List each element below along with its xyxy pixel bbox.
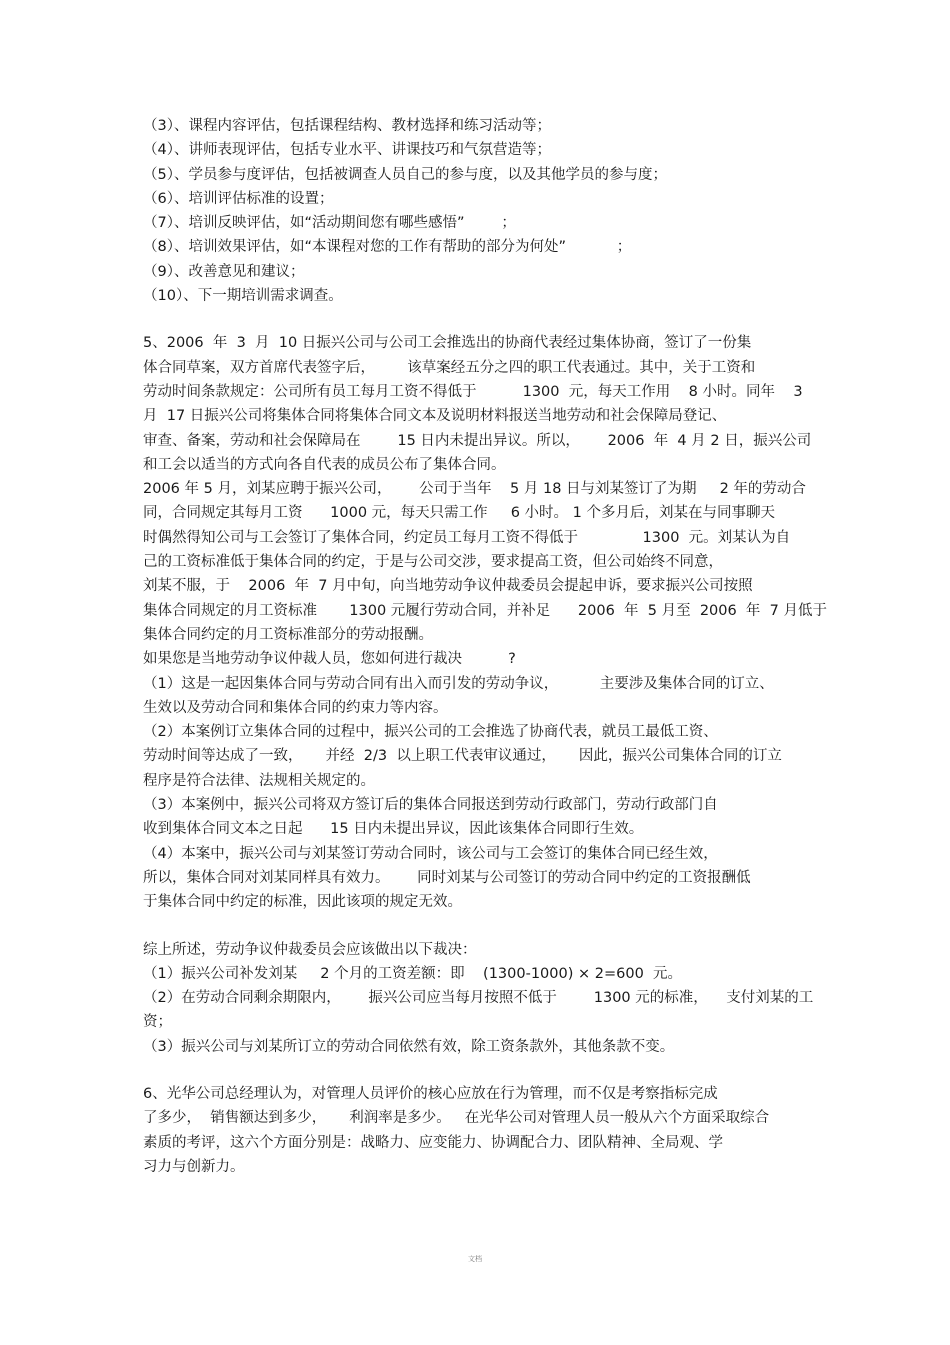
list-item: （9）、改善意见和建议； [143,263,305,280]
text-line: （1）振兴公司补发刘某 2 个月的工资差额：即 (1300-1000) × 2=600 元。 [143,965,683,982]
text-line: 程序是符合法律、法规相关规定的。 [143,772,375,789]
text-line: 于集体合同中约定的标准，因此该项的规定无效。 [143,894,462,911]
text-line: （3）本案例中，振兴公司将双方签订后的集体合同报送到劳动行政部门，劳动行政部门自 [143,797,718,814]
text-line: 和工会以适当的方式向各自代表的成员公布了集体合同。 [143,456,506,473]
text-line: 素质的考评，这六个方面分别是：战略力、应变能力、协调配合力、团队精神、全局观、学 [143,1134,723,1151]
conclusion-section [143,938,823,1059]
text-line: （4）本案中，振兴公司与刘某签订劳动合同时，该公司与工会签订的集体合同已经生效， [143,845,718,862]
text-line: 月 17 日振兴公司将集体合同将集体合同文本及说明材料报送当地劳动和社会保障局登记、 [143,408,727,425]
list-item: （7）、培训反映评估，如“活动期间您有哪些感悟” ； [143,215,516,232]
text-line: （3）振兴公司与刘某所订立的劳动合同依然有效，除工资条款外，其他条款不变。 [143,1038,675,1055]
case-5-section [143,331,827,914]
text-line: 生效以及劳动合同和集体合同的约束力等内容。 [143,699,448,716]
text-line: 了多少， 销售额达到多少， 利润率是多少。 在光华公司对管理人员一般从六个方面采取综合 [143,1110,770,1127]
text-line: 时偶然得知公司与工会签订了集体合同，约定员工每月工资不得低于 1300 元。刘某认为自 [143,529,791,546]
page-footer: 文档 [468,1255,482,1263]
list-item: （4）、讲师表现评估，包括专业水平、讲课技巧和气氛营造等； [143,142,551,159]
paragraph-gap [143,308,823,331]
text-line: （1）这是一起因集体合同与劳动合同有出入而引发的劳动争议， 主要涉及集体合同的订立、 [143,675,774,692]
document-body [143,114,827,1179]
text-line: 刘某不服，于 2006 年 7 月中旬，向当地劳动争议仲裁委员会提起申诉，要求振兴公司按照 [143,578,753,595]
text-line: 资； [143,1014,172,1031]
text-line: 2006 年 5 月，刘某应聘于振兴公司， 公司于当年 5 月 18 日与刘某签订了为期 2 年的劳动合 [143,481,806,498]
text-line: 劳动时间等达成了一致， 并经 2/3 以上职工代表审议通过， 因此，振兴公司集体合同的订立 [143,748,782,765]
list-item: （6）、培训评估标准的设置； [143,190,334,207]
text-line: 集体合同规定的月工资标准 1300 元履行劳动合同，并补足 2006 年 5 月至 2006 年 7 月低于 [143,602,827,619]
text-line: 集体合同约定的月工资标准部分的劳动报酬。 [143,626,433,643]
paragraph-gap [143,915,823,938]
list-item: （10）、下一期培训需求调查。 [143,288,343,305]
paragraph-gap [143,1059,823,1082]
text-line: 体合同草案，双方首席代表签字后， 该草案经五分之四的职工代表通过。其中，关于工资和 [143,359,756,376]
case-6-section [143,1082,823,1179]
text-line: 习力与创新力。 [143,1158,245,1175]
evaluation-list [143,114,823,308]
text-line: 5、2006 年 3 月 10 日振兴公司与公司工会推选出的协商代表经过集体协商，签订了一份集 [143,335,752,352]
text-line: 同，合同规定其每月工资 1000 元，每天只需工作 6 小时。 1 个多月后，刘某在与同事聊天 [143,505,775,522]
text-line: （2）在劳动合同剩余期限内， 振兴公司应当每月按照不低于 1300 元的标准， 支付刘某的工 [143,990,814,1007]
text-line: 审查、备案，劳动和社会保障局在 15 日内未提出异议。所以， 2006 年 4 月 2 日，振兴公司 [143,432,812,449]
text-line: 收到集体合同文本之日起 15 日内未提出异议，因此该集体合同即行生效。 [143,821,644,838]
text-line: （2）本案例订立集体合同的过程中，振兴公司的工会推选了协商代表，就员工最低工资、 [143,724,718,741]
text-line: 所以，集体合同对刘某同样具有效力。 同时刘某与公司签订的劳动合同中约定的工资报酬低 [143,869,751,886]
text-line: 劳动时间条款规定：公司所有员工每月工资不得低于 1300 元，每天工作用 8 小时。同年 3 [143,383,803,400]
text-line: 己的工资标准低于集体合同的约定，于是与公司交涉，要求提高工资，但公司始终不同意， [143,554,723,571]
text-line: 6、光华公司总经理认为，对管理人员评价的核心应放在行为管理，而不仅是考察指标完成 [143,1085,718,1102]
text-line: 如果您是当地劳动争议仲裁人员，您如何进行裁决 ? [143,651,516,668]
list-item: （8）、培训效果评估，如“本课程对您的工作有帮助的部分为何处” ； [143,239,632,256]
text-line: 综上所述，劳动争议仲裁委员会应该做出以下裁决： [143,941,477,958]
list-item: （5）、学员参与度评估，包括被调查人员自己的参与度，以及其他学员的参与度； [143,166,667,183]
list-item: （3）、课程内容评估，包括课程结构、教材选择和练习活动等； [143,118,551,134]
